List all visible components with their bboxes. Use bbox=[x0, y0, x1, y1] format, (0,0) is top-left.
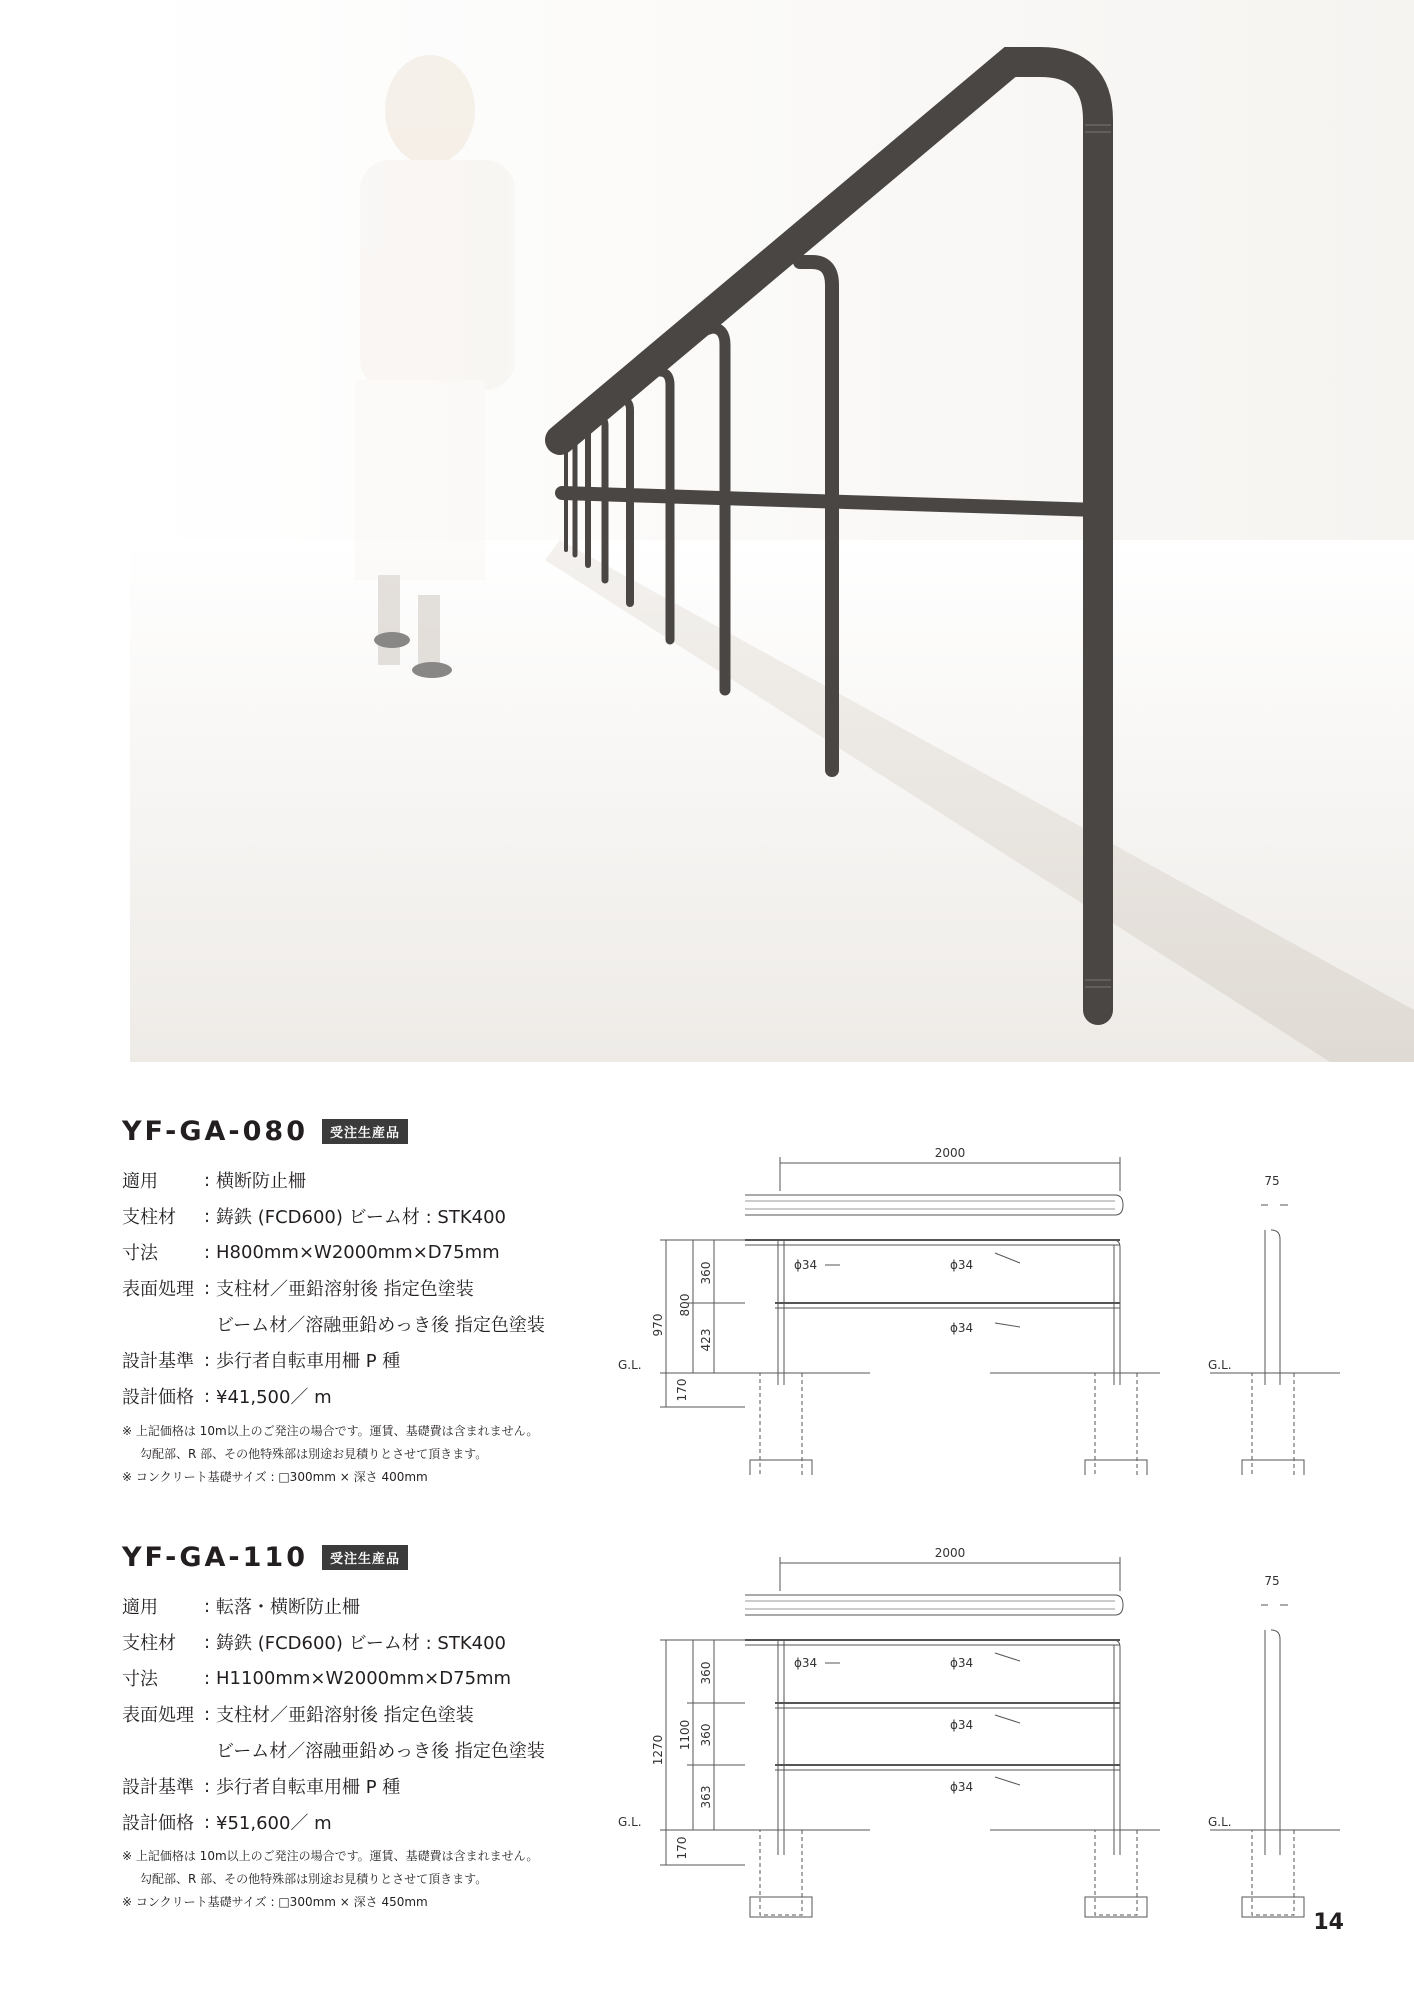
spec-colon: : bbox=[204, 1385, 211, 1407]
spec-row bbox=[122, 1660, 582, 1696]
dim-segment-bottom: 423 bbox=[699, 1328, 713, 1352]
spec-label: 支柱材 bbox=[122, 1207, 176, 1228]
ground-level-label: G.L. bbox=[618, 1815, 642, 1829]
dim-depth: 75 bbox=[1264, 1574, 1280, 1588]
product-2-specs bbox=[122, 1588, 582, 1840]
spec-label: 寸法 bbox=[122, 1243, 158, 1264]
spec-value: 鋳鉄 (FCD600) ビーム材 : STK400 bbox=[216, 1633, 506, 1654]
beam-diameter-label: ϕ34 bbox=[950, 1321, 974, 1335]
post-diameter-label: ϕ34 bbox=[794, 1258, 818, 1272]
product-2-drawing bbox=[600, 1535, 1340, 1930]
spec-value: 支柱材／亜鉛溶射後 指定色塗装 bbox=[216, 1279, 474, 1300]
spec-label: 設計価格 bbox=[122, 1813, 194, 1834]
note: ※ 上記価格は 10m以上のご発注の場合です。運賃、基礎費は含まれません。 bbox=[122, 1424, 539, 1438]
made-to-order-badge: 受注生産品 bbox=[322, 1119, 408, 1144]
dim-total-height: 1270 bbox=[651, 1734, 665, 1766]
product-1-header bbox=[122, 1106, 408, 1156]
note: 勾配部、R 部、その他特殊部は別途お見積りとさせて頂きます。 bbox=[140, 1872, 488, 1886]
spec-label: 表面処理 bbox=[122, 1279, 194, 1300]
spec-value: 転落・横断防止柵 bbox=[216, 1597, 360, 1618]
made-to-order-badge: 受注生産品 bbox=[322, 1545, 408, 1570]
spec-value: ¥41,500／ m bbox=[216, 1387, 332, 1408]
note: ※ コンクリート基礎サイズ : □300mm × 深さ 400mm bbox=[122, 1470, 428, 1484]
spec-value: ¥51,600／ m bbox=[216, 1813, 332, 1834]
spec-colon: : bbox=[204, 1703, 211, 1725]
spec-colon: : bbox=[204, 1241, 211, 1263]
dim-segment-top: 360 bbox=[699, 1261, 713, 1285]
spec-colon: : bbox=[204, 1631, 211, 1653]
ground-level-label-side: G.L. bbox=[1208, 1815, 1232, 1829]
dim-embed: 170 bbox=[675, 1378, 689, 1402]
product-1-specs bbox=[122, 1162, 582, 1414]
spec-value: ビーム材／溶融亜鉛めっき後 指定色塗装 bbox=[216, 1315, 545, 1336]
spec-label: 適用 bbox=[122, 1597, 158, 1618]
spec-row bbox=[122, 1732, 582, 1768]
spec-label: 適用 bbox=[122, 1171, 158, 1192]
spec-row-price bbox=[122, 1804, 582, 1840]
product-1-notes bbox=[122, 1420, 602, 1489]
spec-row bbox=[122, 1306, 582, 1342]
beam-diameter-label: ϕ34 bbox=[950, 1718, 974, 1732]
spec-label: 設計価格 bbox=[122, 1387, 194, 1408]
spec-row-price bbox=[122, 1378, 582, 1414]
spec-row bbox=[122, 1198, 582, 1234]
page-number: 14 bbox=[1313, 1910, 1344, 1935]
beam-diameter-label: ϕ34 bbox=[950, 1656, 974, 1670]
spec-colon: : bbox=[204, 1169, 211, 1191]
dim-height: 1100 bbox=[678, 1719, 692, 1751]
spec-colon: : bbox=[204, 1277, 211, 1299]
spec-value: H800mm×W2000mm×D75mm bbox=[216, 1241, 500, 1263]
spec-row bbox=[122, 1342, 582, 1378]
beam-diameter-label: ϕ34 bbox=[950, 1258, 974, 1272]
spec-value: 横断防止柵 bbox=[216, 1171, 306, 1192]
spec-row bbox=[122, 1270, 582, 1306]
note: 勾配部、R 部、その他特殊部は別途お見積りとさせて頂きます。 bbox=[140, 1447, 488, 1461]
product-2-header bbox=[122, 1532, 408, 1582]
dim-embed: 170 bbox=[675, 1836, 689, 1860]
spec-label: 設計基準 bbox=[122, 1777, 194, 1798]
spec-row bbox=[122, 1162, 582, 1198]
ground-level-label: G.L. bbox=[618, 1358, 642, 1372]
spec-row bbox=[122, 1234, 582, 1270]
dim-segment-bottom: 363 bbox=[699, 1785, 713, 1809]
spec-value: 鋳鉄 (FCD600) ビーム材 : STK400 bbox=[216, 1207, 506, 1228]
spec-label: 寸法 bbox=[122, 1669, 158, 1690]
model-name: YF-GA-110 bbox=[122, 1541, 308, 1573]
spec-colon: : bbox=[204, 1205, 211, 1227]
spec-colon: : bbox=[204, 1775, 211, 1797]
dim-width: 2000 bbox=[934, 1146, 966, 1160]
spec-label: 表面処理 bbox=[122, 1705, 194, 1726]
dim-depth: 75 bbox=[1264, 1174, 1280, 1188]
spec-colon: : bbox=[204, 1811, 211, 1833]
spec-colon: : bbox=[204, 1667, 211, 1689]
spec-value: 歩行者自転車用柵 P 種 bbox=[216, 1351, 401, 1372]
dim-height: 800 bbox=[678, 1293, 692, 1317]
ground-level-label-side: G.L. bbox=[1208, 1358, 1232, 1372]
spec-value: 支柱材／亜鉛溶射後 指定色塗装 bbox=[216, 1705, 474, 1726]
note: ※ コンクリート基礎サイズ : □300mm × 深さ 450mm bbox=[122, 1895, 428, 1909]
spec-value: 歩行者自転車用柵 P 種 bbox=[216, 1777, 401, 1798]
product-1-drawing bbox=[600, 1135, 1340, 1475]
dim-segment-middle: 360 bbox=[699, 1723, 713, 1747]
spec-row bbox=[122, 1768, 582, 1804]
dim-total-height: 970 bbox=[651, 1313, 665, 1337]
product-2-notes bbox=[122, 1845, 602, 1914]
spec-row bbox=[122, 1624, 582, 1660]
spec-label: 設計基準 bbox=[122, 1351, 194, 1372]
dim-width: 2000 bbox=[934, 1546, 966, 1560]
spec-row bbox=[122, 1696, 582, 1732]
note: ※ 上記価格は 10m以上のご発注の場合です。運賃、基礎費は含まれません。 bbox=[122, 1849, 539, 1863]
spec-value: H1100mm×W2000mm×D75mm bbox=[216, 1667, 512, 1689]
spec-row bbox=[122, 1588, 582, 1624]
dim-segment-top: 360 bbox=[699, 1661, 713, 1685]
beam-diameter-label: ϕ34 bbox=[950, 1780, 974, 1794]
model-name: YF-GA-080 bbox=[122, 1115, 308, 1147]
spec-label: 支柱材 bbox=[122, 1633, 176, 1654]
spec-colon: : bbox=[204, 1349, 211, 1371]
post-diameter-label: ϕ34 bbox=[794, 1656, 818, 1670]
spec-colon: : bbox=[204, 1595, 211, 1617]
spec-value: ビーム材／溶融亜鉛めっき後 指定色塗装 bbox=[216, 1741, 545, 1762]
